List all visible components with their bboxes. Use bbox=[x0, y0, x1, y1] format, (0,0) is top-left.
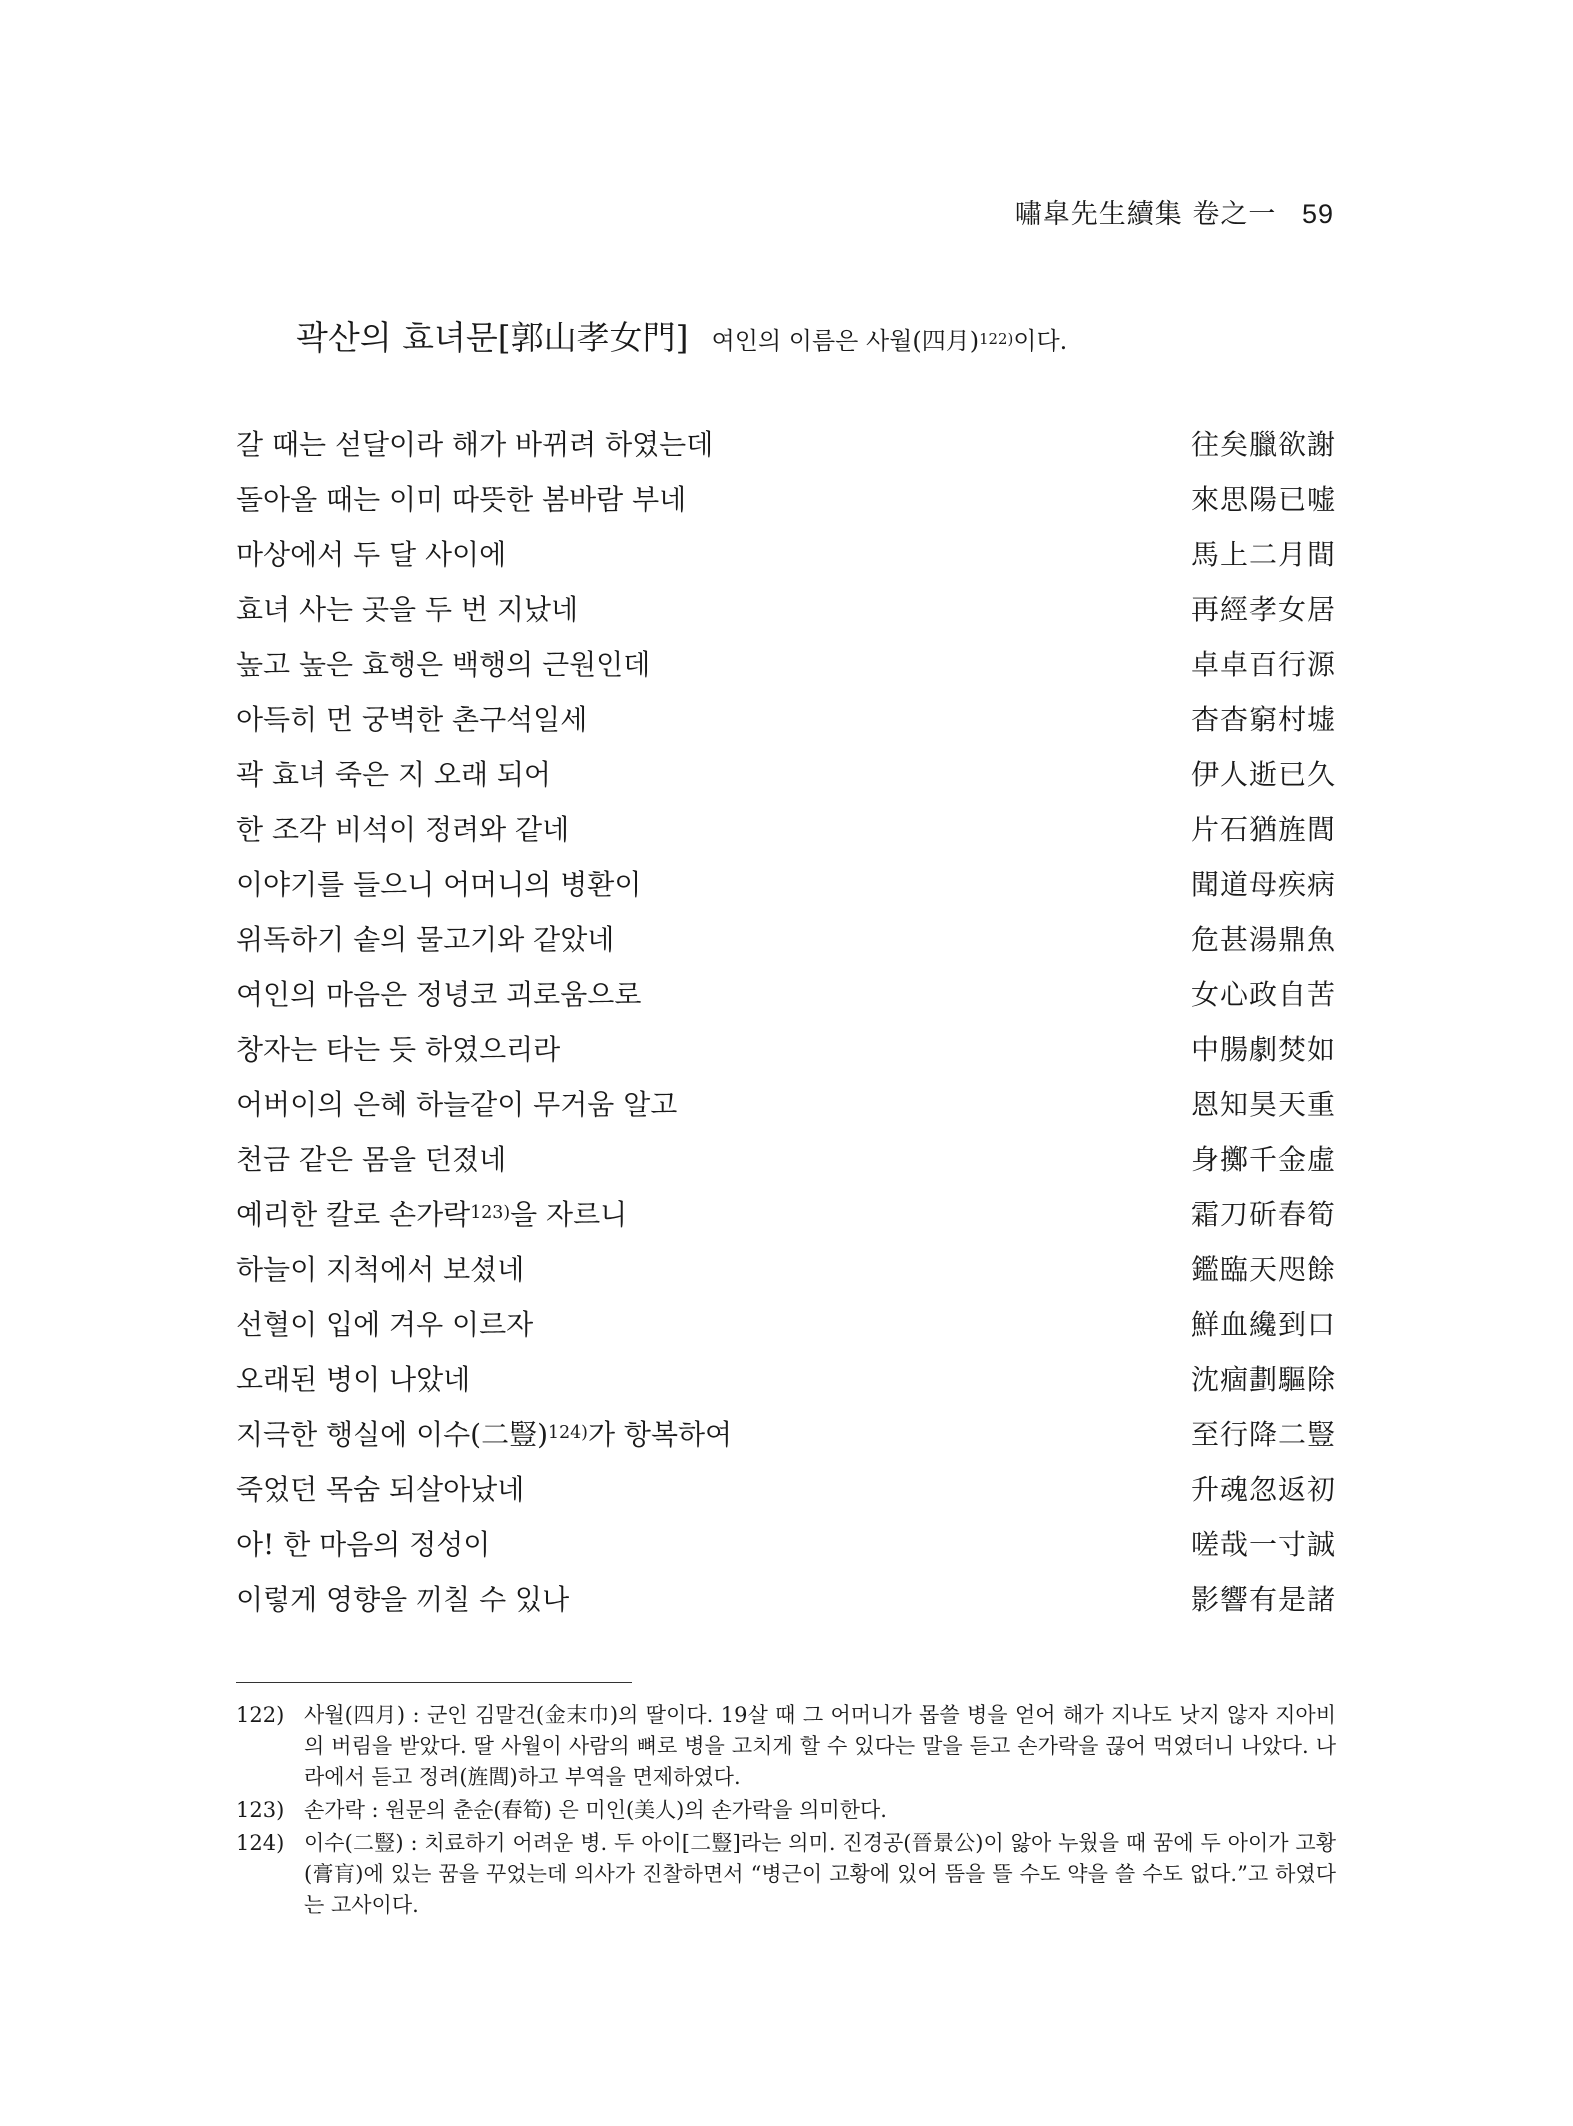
verse-original: 來思陽已嘘 bbox=[1190, 482, 1336, 516]
verse-translation: 지극한 행실에 이수(二豎) bbox=[236, 1417, 549, 1451]
verse-translation: 창자는 타는 듯 하였으리라 bbox=[236, 1032, 561, 1066]
verse-row bbox=[236, 1130, 1336, 1185]
verse-translation: 마상에서 두 달 사이에 bbox=[236, 537, 507, 571]
verse-row bbox=[236, 1350, 1336, 1405]
verse-translation-rest: 을 자르니 bbox=[510, 1197, 628, 1231]
running-header bbox=[1015, 192, 1334, 231]
footnote bbox=[236, 1700, 1336, 1793]
verse-translation: 천금 같은 몸을 던졌네 bbox=[236, 1142, 507, 1176]
footnote-number: 122) bbox=[236, 1703, 285, 1727]
verse-translation: 아득히 먼 궁벽한 촌구석일세 bbox=[236, 702, 588, 736]
verse-translation-rest: 가 항복하여 bbox=[587, 1417, 733, 1451]
verse-original: 鑑臨天咫餘 bbox=[1190, 1252, 1336, 1286]
verse-translation: 이야기를 들으니 어머니의 병환이 bbox=[236, 867, 642, 901]
verse-original: 危甚湯鼎魚 bbox=[1190, 922, 1336, 956]
verse-original: 片石猶旌閭 bbox=[1190, 812, 1336, 846]
verse-translation: 예리한 칼로 손가락 bbox=[236, 1197, 471, 1231]
footnote-ref-123: 123) bbox=[470, 1202, 511, 1223]
verse-translation: 어버이의 은혜 하늘같이 무거움 알고 bbox=[236, 1087, 678, 1121]
verse-row bbox=[236, 800, 1336, 855]
verse-original: 馬上二月間 bbox=[1190, 537, 1336, 571]
footnote-text: 이수(二豎) : 치료하기 어려운 병. 두 아이[二豎]라는 의미. 진경공(晉景公)이 앓아 누웠을 때 꿈에 두 아이가 고황(膏肓)에 있는 꿈을 꾸었는데 의사가 진찰하면서 “병근이 고황에 있어 뜸을 뜰 수도 약을 쓸 수도 없다.”고 하였다는 고사이다. bbox=[304, 1831, 1336, 1917]
poem-title: 곽산의 효녀문[郭山孝女門] bbox=[296, 318, 689, 357]
verse-original: 嗟哉一寸誠 bbox=[1190, 1527, 1336, 1561]
verse-original: 杳杳窮村墟 bbox=[1190, 702, 1336, 736]
footnote-ref-124: 124) bbox=[548, 1422, 588, 1443]
verse-translation: 효녀 사는 곳을 두 번 지났네 bbox=[236, 592, 579, 626]
verse-row bbox=[236, 1075, 1336, 1130]
verse-translation-with-footnote bbox=[236, 1413, 732, 1453]
verse-translation: 오래된 병이 나았네 bbox=[236, 1362, 471, 1396]
verse-original: 恩知昊天重 bbox=[1190, 1087, 1336, 1121]
poem-subtitle-text: 여인의 이름은 사월(四月) bbox=[711, 327, 980, 355]
verse-original: 鮮血纔到口 bbox=[1190, 1307, 1336, 1341]
verse-original: 霜刀斫春筍 bbox=[1190, 1197, 1336, 1231]
verse-original: 影響有是諸 bbox=[1190, 1582, 1336, 1616]
verse-translation: 선혈이 입에 겨우 이르자 bbox=[236, 1307, 534, 1341]
verse-row bbox=[236, 1570, 1336, 1625]
verse-original: 卓卓百行源 bbox=[1190, 647, 1336, 681]
footnote-ref-122: 122) bbox=[979, 329, 1014, 348]
verse-original: 升魂忽返初 bbox=[1190, 1472, 1336, 1506]
verse-row bbox=[236, 1240, 1336, 1295]
verse-original: 中腸劇焚如 bbox=[1190, 1032, 1336, 1066]
verse-original: 聞道母疾病 bbox=[1190, 867, 1336, 901]
verse-translation: 하늘이 지척에서 보셨네 bbox=[236, 1252, 525, 1286]
verse-translation: 이렇게 영향을 끼칠 수 있나 bbox=[236, 1582, 570, 1616]
verse-translation: 위독하기 솥의 물고기와 같았네 bbox=[236, 922, 615, 956]
verse-row bbox=[236, 635, 1336, 690]
footnote-number: 124) bbox=[236, 1831, 285, 1855]
verse-row bbox=[236, 470, 1336, 525]
verse-row bbox=[236, 1020, 1336, 1075]
poem-subtitle-end: 이다. bbox=[1013, 327, 1068, 355]
verse-row bbox=[236, 1185, 1336, 1240]
verse-original: 再經孝女居 bbox=[1190, 592, 1336, 626]
poem-subtitle bbox=[712, 327, 1068, 355]
verse-row bbox=[236, 525, 1336, 580]
verse-row bbox=[236, 1460, 1336, 1515]
verse-row bbox=[236, 580, 1336, 635]
verse-original: 至行降二豎 bbox=[1190, 1417, 1336, 1451]
verse-row bbox=[236, 1405, 1336, 1460]
footnote-text: 사월(四月) : 군인 김말건(金末巾)의 딸이다. 19살 때 그 어머니가 몹쓸 병을 얻어 해가 지나도 낫지 않자 지아비의 버림을 받았다. 딸 사월이 사람의 뼈로 병을 고치게 할 수 있다는 말을 듣고 손가락을 끊어 먹였더니 나았다. 나라에서 듣고 정려(旌閭)하고 부역을 면제하였다. bbox=[304, 1703, 1336, 1789]
verse-original: 女心政自苦 bbox=[1190, 977, 1336, 1011]
verse-translation: 죽었던 목숨 되살아났네 bbox=[236, 1472, 525, 1506]
verse-row bbox=[236, 855, 1336, 910]
verse-list bbox=[236, 415, 1336, 1625]
verse-translation: 곽 효녀 죽은 지 오래 되어 bbox=[236, 757, 551, 791]
verse-original: 沈痼劃驅除 bbox=[1190, 1362, 1336, 1396]
verse-original: 身擲千金虛 bbox=[1190, 1142, 1336, 1176]
verse-translation-with-footnote bbox=[236, 1193, 627, 1233]
footnote bbox=[236, 1828, 1336, 1921]
verse-row bbox=[236, 415, 1336, 470]
verse-translation: 한 조각 비석이 정려와 같네 bbox=[236, 812, 570, 846]
poem-heading bbox=[296, 312, 1067, 359]
book-title: 嘯皐先生續集 卷之一 bbox=[1014, 199, 1277, 230]
footnote-number: 123) bbox=[236, 1798, 285, 1822]
verse-row bbox=[236, 965, 1336, 1020]
footnote-list bbox=[236, 1700, 1336, 1923]
verse-row bbox=[236, 690, 1336, 745]
verse-row bbox=[236, 910, 1336, 965]
footnote-text: 손가락 : 원문의 춘순(春筍) 은 미인(美人)의 손가락을 의미한다. bbox=[304, 1798, 887, 1822]
footnote-divider bbox=[236, 1682, 632, 1683]
verse-row bbox=[236, 1515, 1336, 1570]
verse-original: 伊人逝已久 bbox=[1190, 757, 1336, 791]
verse-translation: 돌아올 때는 이미 따뜻한 봄바람 부네 bbox=[236, 482, 687, 516]
verse-original: 往矣臘欲謝 bbox=[1190, 427, 1336, 461]
verse-translation: 여인의 마음은 정녕코 괴로움으로 bbox=[236, 977, 642, 1011]
footnote bbox=[236, 1795, 1336, 1826]
verse-translation: 높고 높은 효행은 백행의 근원인데 bbox=[236, 647, 651, 681]
page-number: 59 bbox=[1301, 199, 1334, 229]
verse-row bbox=[236, 1295, 1336, 1350]
verse-translation: 갈 때는 섣달이라 해가 바뀌려 하였는데 bbox=[236, 427, 714, 461]
verse-translation: 아! 한 마음의 정성이 bbox=[236, 1527, 491, 1561]
verse-row bbox=[236, 745, 1336, 800]
